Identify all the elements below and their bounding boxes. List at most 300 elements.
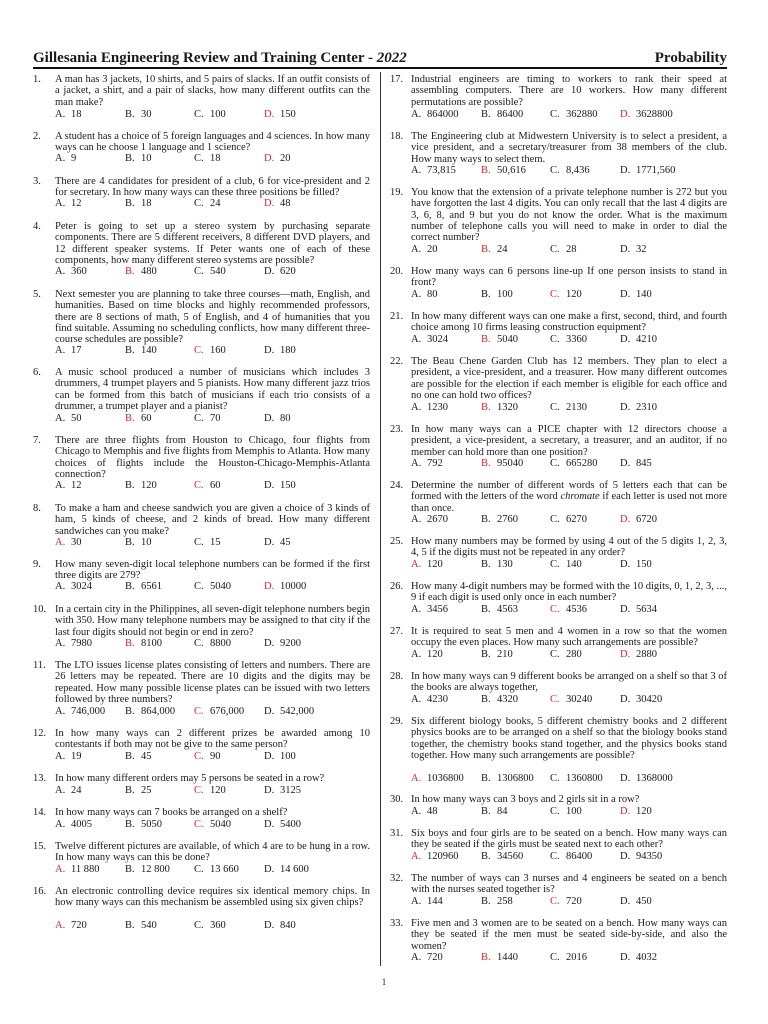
- choice-label: B.: [481, 952, 491, 963]
- choice-label: D.: [264, 198, 275, 209]
- choice-c: [550, 604, 620, 616]
- choice-value: 140: [636, 289, 652, 300]
- choice-c: [550, 649, 620, 661]
- choice-value: 13 660: [210, 864, 239, 875]
- choice-label: D.: [264, 638, 275, 649]
- choice-value: 1360800: [566, 773, 603, 784]
- choice-b: [125, 537, 195, 549]
- choice-label: D.: [620, 851, 631, 862]
- choice-value: 3024: [427, 334, 448, 345]
- question-number: 30.: [390, 794, 404, 805]
- choice-label: C.: [550, 402, 560, 413]
- choice-a: [411, 109, 481, 121]
- choice-label: B.: [481, 109, 491, 120]
- choice-label: D.: [620, 604, 631, 615]
- choice-label: C.: [550, 694, 560, 705]
- choice-label: C.: [194, 266, 204, 277]
- choice-label: B.: [125, 864, 135, 875]
- question-number: 3.: [33, 176, 41, 187]
- choices-row: [55, 345, 371, 357]
- question-number: 12.: [33, 728, 47, 739]
- choices-row: [411, 896, 727, 908]
- choice-value: 120960: [427, 851, 459, 862]
- choice-value: 9: [71, 153, 77, 164]
- choice-value: 6270: [566, 514, 587, 525]
- choice-value: 5400: [280, 819, 301, 830]
- choice-c: [194, 751, 264, 763]
- choice-value: 2880: [636, 649, 657, 660]
- choice-value: 17: [71, 345, 82, 356]
- choices-row: [55, 920, 371, 932]
- choice-value: 95040: [497, 458, 524, 469]
- choice-label: C.: [550, 649, 560, 660]
- choice-label: A.: [55, 751, 66, 762]
- choice-value: 15: [210, 537, 221, 548]
- question-number: 6.: [33, 367, 41, 378]
- choice-value: 80: [427, 289, 438, 300]
- choice-d: [620, 244, 690, 256]
- question-text: The Beau Chene Garden Club has 12 members. They plan to elect a president, a vice-president, and a treasurer. How many different outcomes are possible for the election if each member is eligible for each office and no one can hold two offices?: [411, 356, 727, 401]
- choice-value: 665280: [566, 458, 598, 469]
- choice-c: [550, 458, 620, 470]
- choice-d: [264, 920, 334, 932]
- choice-value: 2670: [427, 514, 448, 525]
- choices-row: [411, 649, 727, 661]
- choice-value: 34560: [497, 851, 524, 862]
- choice-c: [550, 851, 620, 863]
- choice-label: C.: [550, 559, 560, 570]
- choice-d: [620, 334, 690, 346]
- choice-label: B.: [125, 638, 135, 649]
- choice-b: [125, 153, 195, 165]
- choice-label: B.: [125, 706, 135, 717]
- choice-value: 280: [566, 649, 582, 660]
- choice-c: [194, 413, 264, 425]
- choice-a: [411, 165, 481, 177]
- choice-value: 30: [71, 537, 82, 548]
- choice-label: A.: [411, 402, 422, 413]
- question-text: Six different biology books, 5 different chemistry books and 2 different physics books are to be arranged on a shelf so that the biology books stand together, the chemistry books stand together, and the physics books stand together. How many such arrangements are possible?: [411, 716, 727, 761]
- choice-value: 542,000: [280, 706, 315, 717]
- choice-label: D.: [620, 559, 631, 570]
- choice-label: D.: [264, 785, 275, 796]
- choice-label: A.: [55, 266, 66, 277]
- choice-value: 73,815: [427, 165, 456, 176]
- choice-label: B.: [481, 773, 491, 784]
- choice-a: [55, 109, 125, 121]
- choice-label: B.: [125, 537, 135, 548]
- choice-label: A.: [55, 198, 66, 209]
- choice-value: 120: [427, 649, 443, 660]
- choice-label: B.: [125, 345, 135, 356]
- choices-row: [55, 198, 371, 210]
- choice-value: 5634: [636, 604, 657, 615]
- choice-label: D.: [620, 289, 631, 300]
- choice-value: 24: [497, 244, 508, 255]
- choice-label: D.: [620, 896, 631, 907]
- choice-value: 140: [566, 559, 582, 570]
- question-number: 22.: [390, 356, 404, 367]
- choice-d: [620, 559, 690, 571]
- choice-label: B.: [481, 851, 491, 862]
- choice-value: 150: [636, 559, 652, 570]
- question-number: 19.: [390, 187, 404, 198]
- header-org: Gillesania Engineering Review and Training Center -: [33, 50, 374, 66]
- choice-label: C.: [550, 165, 560, 176]
- choice-label: C.: [550, 109, 560, 120]
- choice-value: 140: [141, 345, 157, 356]
- choice-a: [55, 480, 125, 492]
- choice-d: [620, 109, 690, 121]
- question-text: In how many ways can 9 different books be arranged on a shelf so that 3 of the books are always together,: [411, 671, 727, 694]
- choice-c: [550, 109, 620, 121]
- question-number: 31.: [390, 828, 404, 839]
- choice-value: 1036800: [427, 773, 464, 784]
- choice-d: [620, 851, 690, 863]
- choice-a: [55, 153, 125, 165]
- choice-label: C.: [194, 480, 204, 491]
- choice-label: D.: [264, 751, 275, 762]
- choice-b: [481, 334, 551, 346]
- choice-d: [620, 896, 690, 908]
- choice-value: 45: [280, 537, 291, 548]
- choice-label: B.: [481, 806, 491, 817]
- choice-value: 100: [497, 289, 513, 300]
- choice-value: 130: [497, 559, 513, 570]
- choice-label: A.: [411, 559, 422, 570]
- question-text: In how many different orders may 5 persons be seated in a row?: [55, 773, 325, 784]
- choice-label: A.: [411, 851, 422, 862]
- choice-label: A.: [55, 153, 66, 164]
- question-text: Six boys and four girls are to be seated on a bench. How many ways can they be seated if the girls must be seated next to each other?: [411, 828, 727, 851]
- column-divider: [380, 72, 381, 966]
- choice-label: C.: [194, 537, 204, 548]
- question-number: 20.: [390, 266, 404, 277]
- choice-value: 1230: [427, 402, 448, 413]
- choices-row: [411, 244, 727, 256]
- choice-c: [550, 514, 620, 526]
- choice-value: 10: [141, 537, 152, 548]
- choice-value: 3628800: [636, 109, 673, 120]
- question-number: 24.: [390, 480, 404, 491]
- choice-label: D.: [620, 244, 631, 255]
- choice-value: 45: [141, 751, 152, 762]
- choice-value: 8,436: [566, 165, 590, 176]
- choice-d: [264, 480, 334, 492]
- choice-label: A.: [411, 109, 422, 120]
- question-number: 25.: [390, 536, 404, 547]
- question-text: In how many ways can 3 boys and 2 girls sit in a row?: [411, 794, 640, 805]
- choice-d: [264, 345, 334, 357]
- choice-a: [411, 604, 481, 616]
- choice-a: [55, 819, 125, 831]
- question-text: The number of ways can 3 nurses and 4 engineers be seated on a bench with the nurses seated together is?: [411, 873, 727, 896]
- choice-a: [55, 706, 125, 718]
- page-number: 1: [381, 977, 387, 987]
- question-number: 17.: [390, 74, 404, 85]
- choice-a: [55, 537, 125, 549]
- choice-label: C.: [194, 920, 204, 931]
- choice-d: [620, 289, 690, 301]
- choice-value: 6720: [636, 514, 657, 525]
- choice-label: B.: [125, 581, 135, 592]
- choice-b: [481, 851, 551, 863]
- header-title: [33, 49, 407, 67]
- choice-b: [481, 806, 551, 818]
- choice-value: 30: [141, 109, 152, 120]
- choice-value: 480: [141, 266, 157, 277]
- question-text: How many 4-digit numbers may be formed with the 10 digits, 0, 1, 2, 3, ..., 9 if each digit is used only once in each number?: [411, 581, 727, 604]
- choice-value: 3125: [280, 785, 301, 796]
- choice-value: 30420: [636, 694, 663, 705]
- choice-label: B.: [481, 458, 491, 469]
- question-text: It is required to seat 5 men and 4 women in a row so that the women occupy the even places. How many such arrangements are possible?: [411, 626, 727, 649]
- choice-label: A.: [411, 334, 422, 345]
- choice-value: 94350: [636, 851, 663, 862]
- question-text: In how many ways can 7 books be arranged on a shelf?: [55, 807, 288, 818]
- choice-label: A.: [411, 289, 422, 300]
- choice-label: A.: [411, 458, 422, 469]
- choice-b: [481, 694, 551, 706]
- choice-a: [411, 952, 481, 964]
- choices-row: [411, 458, 727, 470]
- choice-value: 80: [280, 413, 291, 424]
- choice-value: 864,000: [141, 706, 176, 717]
- question-text: [411, 480, 727, 514]
- choice-a: [411, 244, 481, 256]
- choice-a: [55, 785, 125, 797]
- choice-label: B.: [481, 514, 491, 525]
- choice-value: 1306800: [497, 773, 534, 784]
- choice-label: A.: [411, 649, 422, 660]
- choices-row: [411, 109, 727, 121]
- choice-label: A.: [55, 920, 66, 931]
- choice-a: [55, 345, 125, 357]
- question-text: The Engineering club at Midwestern University is to select a president, a vice president, and a secretary/treasurer from 38 members of the club. How many ways to select them.: [411, 131, 727, 165]
- choice-a: [411, 649, 481, 661]
- choices-row: [55, 153, 371, 165]
- choice-value: 24: [71, 785, 82, 796]
- choice-c: [194, 864, 264, 876]
- question-text: An electronic controlling device requires six identical memory chips. In how many ways can this mechanism be assembled using six given chips?: [55, 886, 370, 909]
- choices-row: [55, 537, 371, 549]
- choice-label: A.: [55, 785, 66, 796]
- question-text-part: Determine the number of different words of 5 letters each that can be formed with the letters of the word: [411, 480, 727, 503]
- choice-label: C.: [194, 785, 204, 796]
- choice-value: 2016: [566, 952, 587, 963]
- choices-row: [55, 751, 371, 763]
- question-number: 33.: [390, 918, 404, 929]
- choice-value: 5040: [210, 819, 231, 830]
- choice-b: [125, 920, 195, 932]
- choice-label: B.: [481, 334, 491, 345]
- choices-row: [55, 266, 371, 278]
- choice-value: 28: [566, 244, 577, 255]
- choice-a: [411, 514, 481, 526]
- question-text: How many numbers may be formed by using 4 out of the 5 digits 1, 2, 3, 4, 5 if the digits must not be repeated in any order?: [411, 536, 727, 559]
- choice-label: B.: [125, 109, 135, 120]
- choices-row: [411, 514, 727, 526]
- choice-c: [194, 819, 264, 831]
- choice-a: [411, 334, 481, 346]
- choice-d: [264, 864, 334, 876]
- choice-label: A.: [411, 806, 422, 817]
- choice-value: 14 600: [280, 864, 309, 875]
- choice-value: 4536: [566, 604, 587, 615]
- question-text: How many ways can 6 persons line-up If one person insists to stand in front?: [411, 266, 727, 289]
- header-subject: Probability: [654, 50, 727, 66]
- choice-label: A.: [55, 413, 66, 424]
- choice-value: 720: [427, 952, 443, 963]
- choice-label: B.: [481, 604, 491, 615]
- choice-label: B.: [481, 694, 491, 705]
- choice-b: [125, 198, 195, 210]
- choice-value: 845: [636, 458, 652, 469]
- choices-row: [411, 559, 727, 571]
- choice-label: C.: [550, 244, 560, 255]
- choice-value: 12: [71, 198, 82, 209]
- choice-c: [194, 537, 264, 549]
- choice-c: [550, 165, 620, 177]
- choice-label: D.: [620, 773, 631, 784]
- choices-row: [55, 480, 371, 492]
- choice-c: [550, 896, 620, 908]
- question-text: In how many ways can 2 different prizes be awarded among 10 contestants if both may not be give to the same person?: [55, 728, 370, 751]
- choice-value: 30240: [566, 694, 593, 705]
- choice-label: D.: [264, 153, 275, 164]
- choice-label: B.: [125, 785, 135, 796]
- choice-a: [411, 773, 481, 785]
- choice-label: A.: [411, 244, 422, 255]
- choice-b: [481, 402, 551, 414]
- choices-row: [411, 806, 727, 818]
- choice-value: 48: [280, 198, 291, 209]
- choices-row: [55, 638, 371, 650]
- choice-d: [620, 604, 690, 616]
- choice-label: C.: [550, 334, 560, 345]
- choice-label: D.: [264, 480, 275, 491]
- question-text: There are 4 candidates for president of a club, 6 for vice-president and 2 for secretary. In how many ways can these three positions be filled?: [55, 176, 370, 199]
- choice-c: [194, 480, 264, 492]
- question-number: 5.: [33, 289, 41, 300]
- choice-label: B.: [481, 559, 491, 570]
- question-text-emphasis: chromate: [560, 491, 600, 503]
- choice-d: [620, 649, 690, 661]
- choice-value: 120: [210, 785, 226, 796]
- choice-d: [264, 109, 334, 121]
- question-text: Peter is going to set up a stereo system by purchasing separate components. There are 5 different receivers, 8 different DVD players, and 12 different speaker systems. If Peter wants one of each of these components, how many different stereo systems are possible?: [55, 221, 370, 266]
- question-number: 14.: [33, 807, 47, 818]
- choice-value: 7980: [71, 638, 92, 649]
- choice-label: A.: [411, 604, 422, 615]
- question-number: 29.: [390, 716, 404, 727]
- choice-label: A.: [55, 480, 66, 491]
- choice-d: [264, 785, 334, 797]
- choice-value: 144: [427, 896, 443, 907]
- choice-value: 120: [636, 806, 652, 817]
- choice-label: A.: [411, 952, 422, 963]
- choice-value: 8100: [141, 638, 162, 649]
- choice-a: [55, 266, 125, 278]
- choices-row: [55, 864, 371, 876]
- choice-c: [550, 952, 620, 964]
- choice-value: 180: [280, 345, 296, 356]
- choice-label: B.: [125, 266, 135, 277]
- choice-value: 50,616: [497, 165, 526, 176]
- choice-label: C.: [550, 773, 560, 784]
- question-number: 1.: [33, 74, 41, 85]
- choice-b: [125, 109, 195, 121]
- choice-value: 90: [210, 751, 221, 762]
- choice-label: C.: [550, 514, 560, 525]
- question-text: To make a ham and cheese sandwich you are given a choice of 3 kinds of ham, 5 kinds of cheese, and 2 kinds of bread. How many different sandwiches can you make?: [55, 503, 370, 537]
- choice-value: 1771,560: [636, 165, 676, 176]
- header-rule: [33, 67, 727, 69]
- choice-label: A.: [55, 581, 66, 592]
- choice-b: [125, 581, 195, 593]
- choice-label: B.: [125, 751, 135, 762]
- choice-d: [620, 165, 690, 177]
- choice-value: 362880: [566, 109, 598, 120]
- choice-value: 11 880: [71, 864, 100, 875]
- choice-value: 18: [210, 153, 221, 164]
- choice-b: [481, 458, 551, 470]
- choice-d: [620, 773, 690, 785]
- choice-value: 210: [497, 649, 513, 660]
- question-number: 27.: [390, 626, 404, 637]
- choice-a: [411, 289, 481, 301]
- choice-label: D.: [264, 537, 275, 548]
- choice-value: 2760: [497, 514, 518, 525]
- question-text: In how many different ways can one make a first, second, third, and fourth choice among 10 firms leasing construction equipment?: [411, 311, 727, 334]
- question-number: 10.: [33, 604, 47, 615]
- choice-value: 86400: [497, 109, 524, 120]
- choice-label: C.: [550, 806, 560, 817]
- choice-value: 86400: [566, 851, 593, 862]
- choice-value: 12 800: [141, 864, 170, 875]
- choice-label: A.: [411, 773, 422, 784]
- choice-label: C.: [194, 638, 204, 649]
- choice-value: 360: [71, 266, 87, 277]
- choice-value: 24: [210, 198, 221, 209]
- choice-c: [194, 638, 264, 650]
- choice-c: [194, 266, 264, 278]
- choice-label: C.: [550, 604, 560, 615]
- choice-label: D.: [264, 819, 275, 830]
- choice-label: D.: [264, 345, 275, 356]
- choice-b: [125, 819, 195, 831]
- question-number: 4.: [33, 221, 41, 232]
- choices-row: [411, 604, 727, 616]
- question-text: Five men and 3 women are to be seated on a bench. How many ways can they be seated if the men must be seated side-by-side, and also the women?: [411, 918, 727, 952]
- question-number: 28.: [390, 671, 404, 682]
- choice-a: [411, 896, 481, 908]
- choice-c: [550, 559, 620, 571]
- choice-label: B.: [125, 153, 135, 164]
- choice-label: A.: [55, 109, 66, 120]
- choice-label: B.: [125, 920, 135, 931]
- choice-a: [411, 851, 481, 863]
- choice-label: C.: [550, 952, 560, 963]
- choice-b: [125, 751, 195, 763]
- choice-value: 720: [566, 896, 582, 907]
- choice-label: D.: [264, 706, 275, 717]
- choice-a: [411, 694, 481, 706]
- choice-label: A.: [55, 537, 66, 548]
- choice-label: D.: [264, 109, 275, 120]
- choice-b: [125, 345, 195, 357]
- choice-a: [55, 413, 125, 425]
